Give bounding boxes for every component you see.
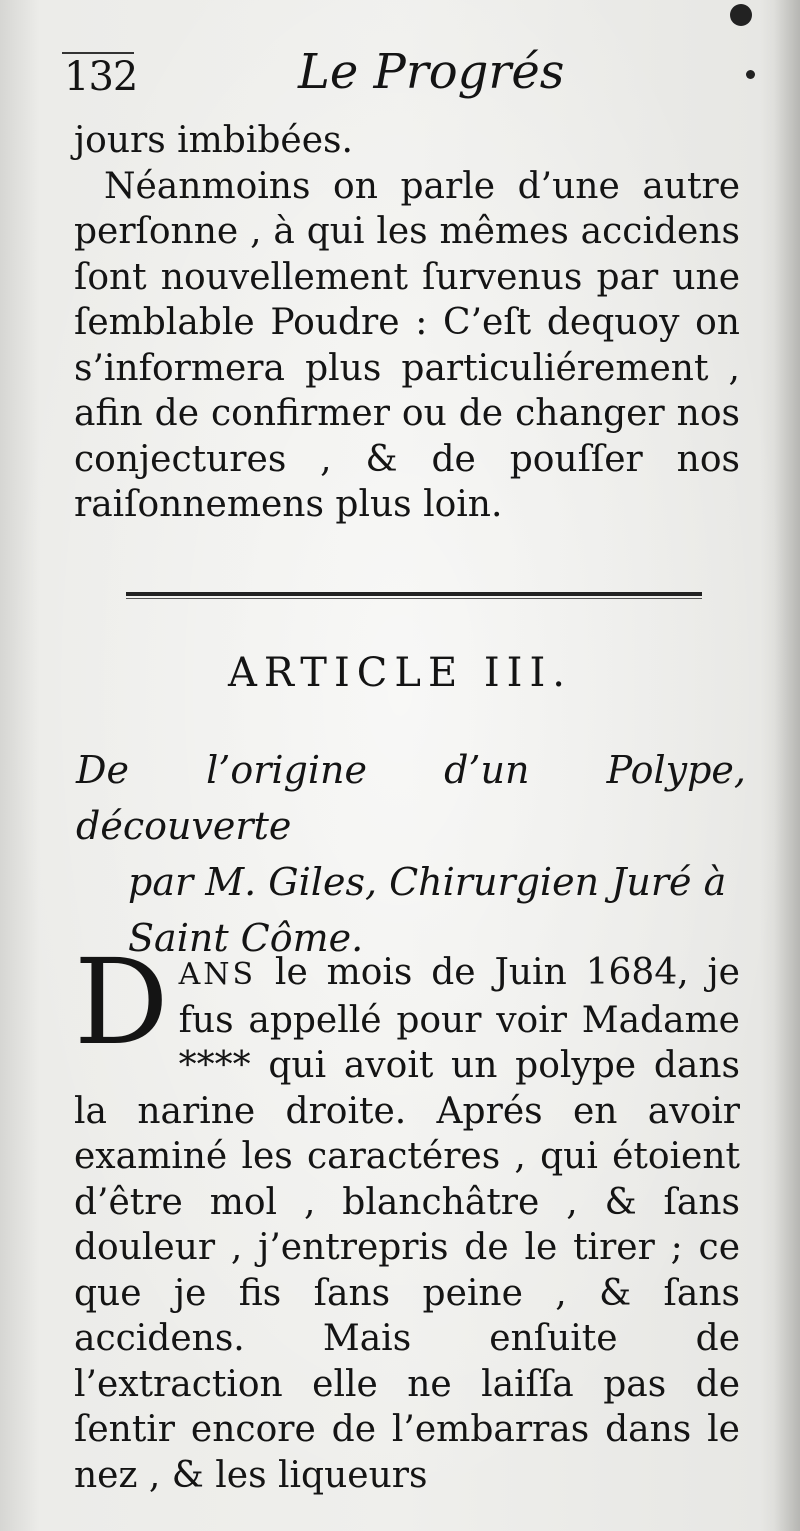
article-body-text: le mois de Juin 1684, je fus appellé pour voir Madame **** qui avoit un polype dans la narine droite. Aprés en avoir examiné les caractéres , qui étoient d’être mol , blanchâtre , & ſans douleur , j’entrepris de le tirer ; ce que je fis ſans peine , & ſans accidens. Mais enſuite de l’extraction elle ne laiſſa pas de ſentir encore de l’embarras dans le nez , & les liqueurs (74, 952, 740, 1496)
page-edge-shadow (774, 0, 800, 1531)
article-title (76, 742, 746, 966)
page-number: 132 (64, 54, 138, 100)
article-heading: ARTICLE III. (228, 650, 572, 696)
continued-line: jours imbibées. (74, 120, 353, 161)
page-header (0, 44, 800, 114)
article-title-line: Saint Côme. (128, 916, 364, 960)
continued-text (74, 118, 740, 528)
first-word-small-caps: ANS (178, 957, 257, 992)
running-title: Le Progrés (298, 44, 565, 100)
section-divider (126, 592, 702, 596)
section-divider-thin (126, 598, 702, 599)
drop-cap: D (74, 933, 169, 1071)
ink-spot (730, 4, 752, 26)
article-title-line: par M. Giles, Chirurgien Juré à (128, 860, 727, 904)
article-title-line: De l’origine d’un Polype, découverte (76, 748, 746, 848)
paragraph: Néanmoins on parle d’une autre perſonne , à qui les mêmes accidens ſont nouvellement ſurvenus par une ſemblable Poudre : C’eſt dequoy on s’informera plus particuliérement , afin de confirmer ou de changer nos conjectures , & de pouſſer nos raiſonnemens plus loin. (74, 165, 740, 525)
